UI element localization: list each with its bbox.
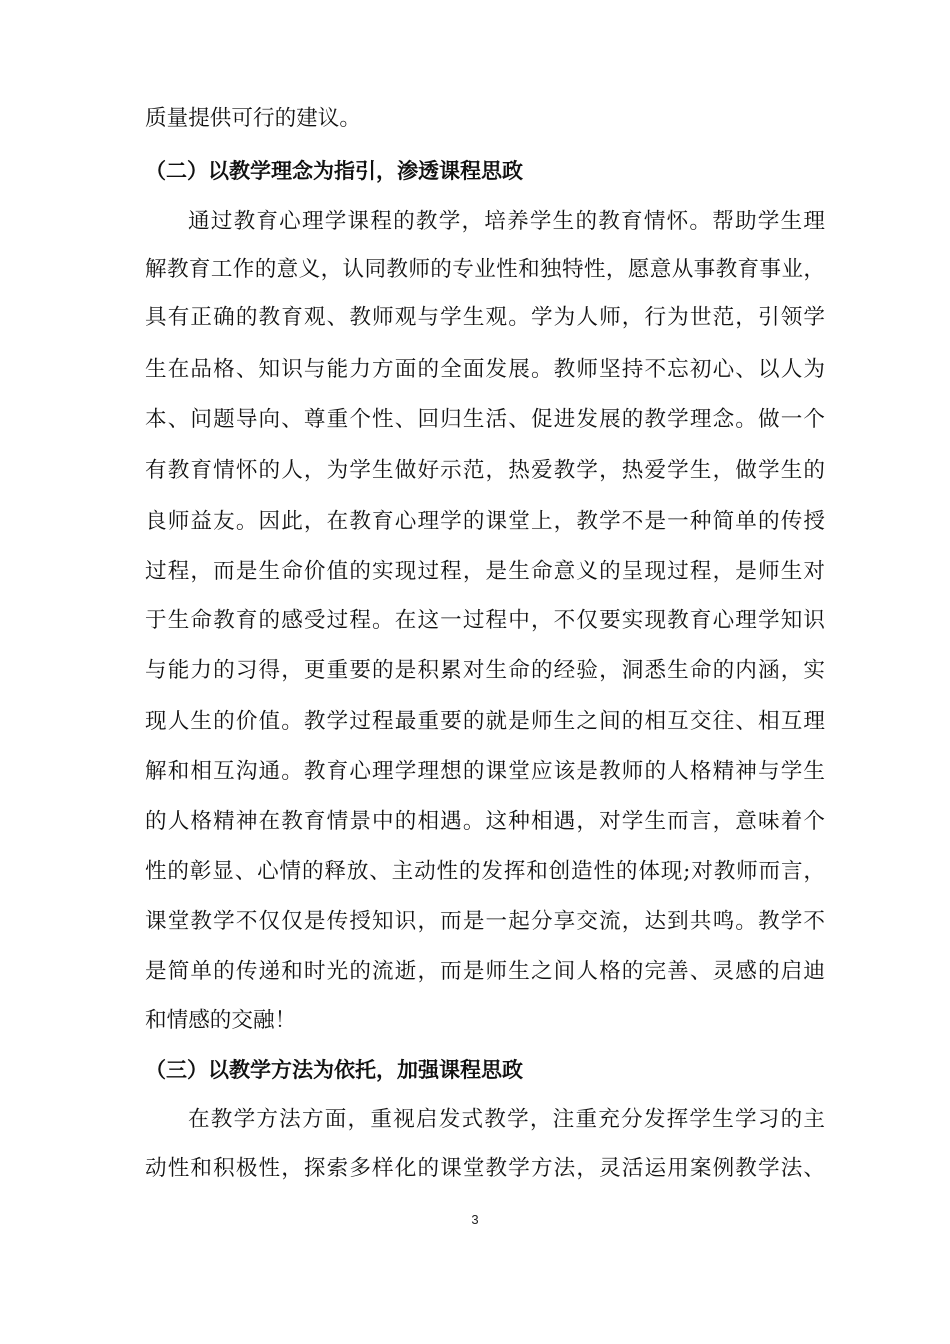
paragraph-line: 具有正确的教育观、教师观与学生观。学为人师，行为世范，引领学 bbox=[145, 305, 825, 330]
section-heading-2: （二）以教学理念为指引，渗透课程思政 bbox=[145, 159, 523, 183]
paragraph-line: 动性和积极性，探索多样化的课堂教学方法，灵活运用案例教学法、 bbox=[145, 1156, 825, 1181]
page-number: 3 bbox=[471, 1212, 479, 1227]
paragraph-line: 解和相互沟通。教育心理学理想的课堂应该是教师的人格精神与学生 bbox=[145, 759, 825, 784]
section-heading-3: （三）以教学方法为依托，加强课程思政 bbox=[145, 1058, 523, 1082]
paragraph-line: 于生命教育的感受过程。在这一过程中，不仅要实现教育心理学知识 bbox=[145, 608, 825, 633]
paragraph-line: 有教育情怀的人，为学生做好示范，热爱教学，热爱学生，做学生的 bbox=[145, 458, 825, 483]
paragraph-line: 在教学方法方面，重视启发式教学，注重充分发挥学生学习的主 bbox=[188, 1107, 825, 1132]
paragraph-line: 过程，而是生命价值的实现过程，是生命意义的呈现过程，是师生对 bbox=[145, 559, 825, 584]
paragraph-line: 解教育工作的意义，认同教师的专业性和独特性，愿意从事教育事业， bbox=[145, 257, 825, 282]
paragraph-line: 课堂教学不仅仅是传授知识，而是一起分享交流，达到共鸣。教学不 bbox=[145, 909, 825, 934]
paragraph-line: 和情感的交融！ bbox=[145, 1008, 297, 1033]
paragraph-line: 与能力的习得，更重要的是积累对生命的经验，洞悉生命的内涵，实 bbox=[145, 658, 825, 683]
paragraph-line: 本、问题导向、尊重个性、回归生活、促进发展的教学理念。做一个 bbox=[145, 407, 825, 432]
paragraph-line: 质量提供可行的建议。 bbox=[145, 106, 361, 131]
paragraph-line: 现人生的价值。教学过程最重要的就是师生之间的相互交往、相互理 bbox=[145, 709, 825, 734]
paragraph-line: 的人格精神在教育情景中的相遇。这种相遇，对学生而言，意味着个 bbox=[145, 809, 825, 834]
paragraph-line: 通过教育心理学课程的教学，培养学生的教育情怀。帮助学生理 bbox=[188, 209, 825, 234]
paragraph-line: 性的彰显、心情的释放、主动性的发挥和创造性的体现;对教师而言， bbox=[145, 859, 825, 884]
paragraph-line: 良师益友。因此，在教育心理学的课堂上，教学不是一种简单的传授 bbox=[145, 509, 825, 534]
paragraph-line: 是简单的传递和时光的流逝，而是师生之间人格的完善、灵感的启迪 bbox=[145, 959, 825, 984]
paragraph-line: 生在品格、知识与能力方面的全面发展。教师坚持不忘初心、以人为 bbox=[145, 357, 825, 382]
